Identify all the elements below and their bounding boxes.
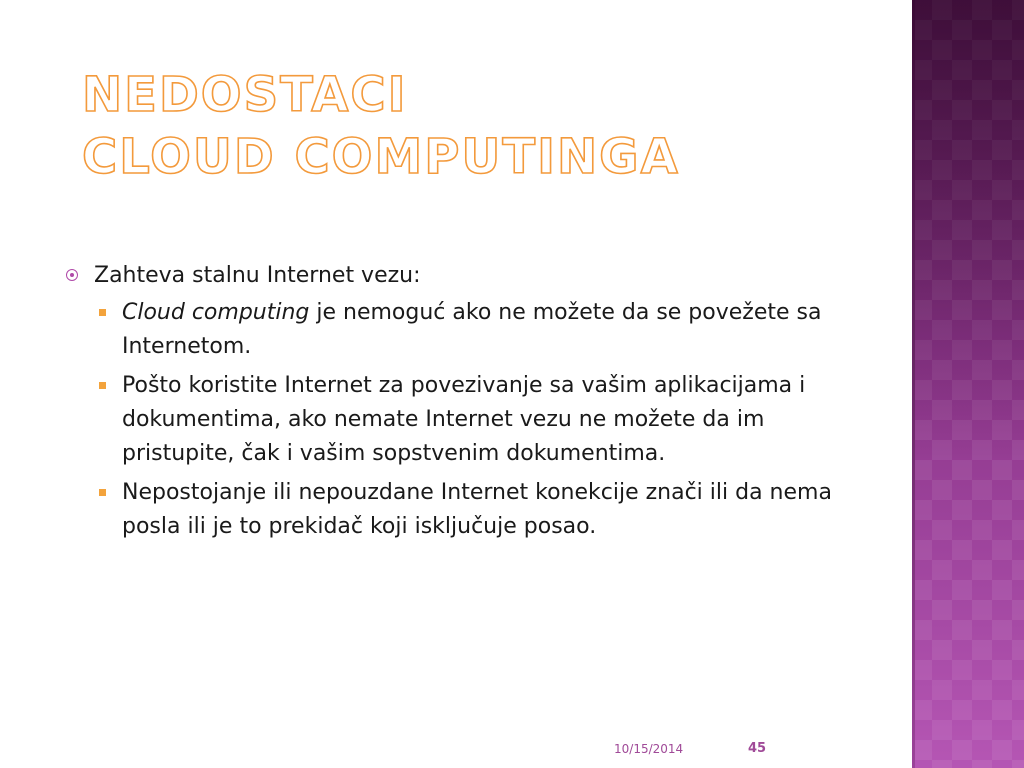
circle-bullet-icon bbox=[66, 269, 78, 281]
sub-bullet-list bbox=[64, 296, 854, 544]
sub-bullet-emphasis: Cloud computing bbox=[122, 300, 310, 325]
square-bullet-icon bbox=[99, 382, 106, 389]
sub-bullet-item bbox=[64, 296, 854, 364]
sub-bullet-text: je nemoguć ako ne možete da se povežete sa Internetom. bbox=[122, 300, 822, 359]
slide-body bbox=[64, 260, 854, 549]
sub-bullet-text: Nepostojanje ili nepouzdane Internet konekcije znači ili da nema posla ili je to prekidač koji isključuje posao. bbox=[122, 480, 832, 539]
sub-bullet-item bbox=[64, 369, 854, 471]
footer-date: 10/15/2014 bbox=[614, 742, 684, 756]
side-band-edge bbox=[912, 0, 915, 768]
square-bullet-icon bbox=[99, 489, 106, 496]
title-line-1: NEDOSTACI bbox=[82, 67, 408, 123]
bullet-level1 bbox=[64, 260, 854, 292]
slide-number: 45 bbox=[748, 741, 767, 756]
slide-title bbox=[82, 64, 882, 188]
title-line-2: CLOUD COMPUTINGA bbox=[82, 129, 680, 185]
sub-bullet-text: Pošto koristite Internet za povezivanje sa vašim aplikacijama i dokumentima, ako nemate Internet vezu ne možete da im pristupite, čak i vašim sopstvenim dokumentima. bbox=[122, 373, 806, 466]
decorative-side-band bbox=[912, 0, 1024, 768]
square-bullet-icon bbox=[99, 309, 106, 316]
bullet-level1-text: Zahteva stalnu Internet vezu: bbox=[94, 263, 421, 288]
sub-bullet-item bbox=[64, 476, 854, 544]
